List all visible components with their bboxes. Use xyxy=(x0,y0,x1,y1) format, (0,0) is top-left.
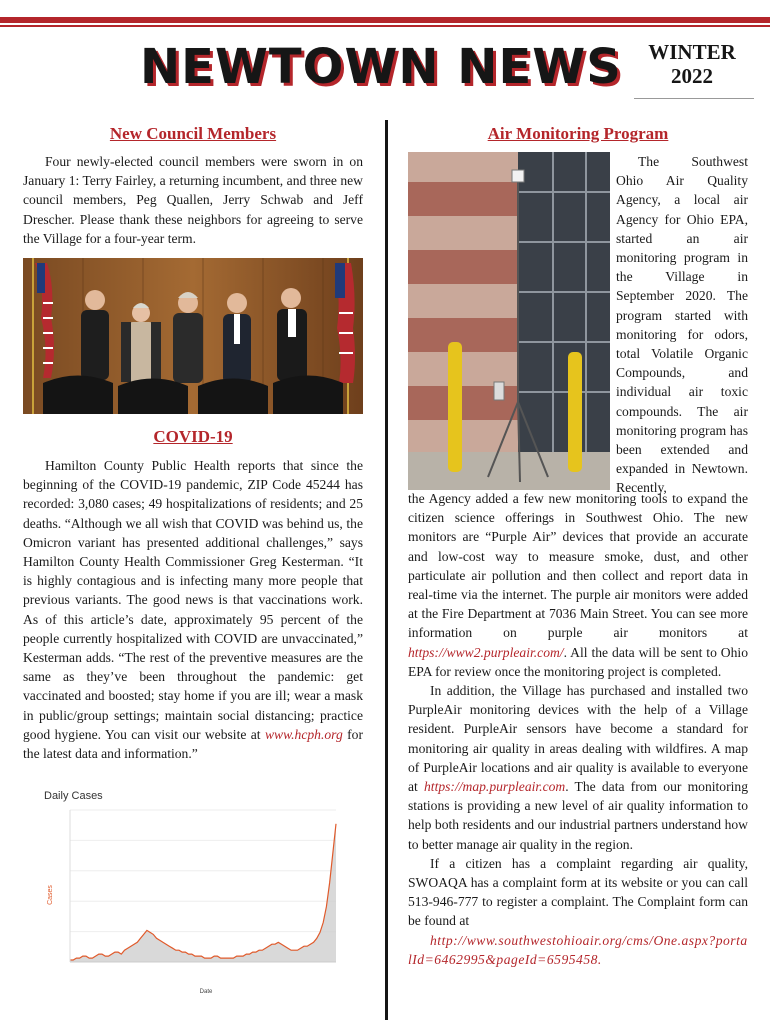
masthead-title: NEWTOWN NEWS xyxy=(140,39,622,95)
chart-ylabel: Cases xyxy=(47,885,54,905)
air-heading: Air Monitoring Program xyxy=(487,124,669,143)
air-paragraph-4 xyxy=(408,931,748,969)
council-paragraph: Four newly-elected council members were sworn in on January 1: Terry Fairley, a returning incumbent, and three new council members, Peg Quallen, Jerry Schwab and Jeff Drescher. Please thank these neighbors for agreeing to serve the Village for a four-year term. xyxy=(23,154,363,246)
air-wrap-paragraph: The Southwest Ohio Air Quality Agency, a local air Agency for Ohio EPA, started an air monitoring program in the Village in September 2020. The program started with monitoring for odors, total Volatile Organic Compounds, and individual air toxic compounds. The air monitoring program has been extended and expanded in Newtown. Recently, xyxy=(616,154,748,496)
air-p2-text-2: . The data from our monitoring stations is providing a new level of air quality information to help both residents and our industrial partners understand how to better manage air quality in the region. xyxy=(408,779,748,852)
daily-cases-chart xyxy=(30,785,346,1000)
top-rule xyxy=(0,17,770,23)
chart-xlabel: Date xyxy=(199,989,213,995)
air-p1-text-2: . All the data will be sent to Ohio EPA for review once the monitoring project is completed. xyxy=(408,644,748,679)
covid-text-1: Hamilton County Public Health reports that since the beginning of the COVID-19 pandemic, ZIP Code 45244 has recorded: 3,080 cases; 49 hospitalizations of residents; and 25 deaths. “Although we all wish that COVID was behind us, the Omicron variant has presented additional challenges,” says Hamilton County Health Commissioner Greg Kesterman. “It is highly contagious and is infecting many more people that previous variants. The good news is that vaccinations work. As of this article’s date, approximately 95 percent of the people currently hospitalized with COVID are unvaccinated,” Kesterman adds. “The rest of the preventive measures are the same as they’ve been throughout the pandemic: get vaccinated and boosted; stay home if you are ill; wear a mask in public/group settings; maintain social distancing; practice good hygiene. You can visit our website at xyxy=(23,458,363,742)
covid-text-2: for the latest data and information.” xyxy=(23,726,363,762)
chart-title: Daily Cases xyxy=(44,790,103,802)
purpleair-www2-link[interactable]: https://www2.purpleair.com/ xyxy=(408,644,564,660)
covid-paragraph xyxy=(23,456,363,763)
edition-underline xyxy=(634,98,754,99)
covid-article xyxy=(23,456,363,763)
air-paragraph-2 xyxy=(408,681,748,854)
air-monitor-photo xyxy=(408,152,610,490)
top-rule-thin xyxy=(0,25,770,27)
air-paragraph-1 xyxy=(408,489,748,681)
complaint-form-link[interactable]: http://www.southwestohioair.org/cms/One.aspx?portalId=6462995&pageId=6595458. xyxy=(408,932,748,967)
council-heading: New Council Members xyxy=(109,124,277,143)
column-divider xyxy=(385,120,388,1020)
chart-area-fill xyxy=(70,824,336,962)
purpleair-map-link[interactable]: https://map.purpleair.com xyxy=(424,779,566,795)
covid-heading: COVID-19 xyxy=(153,427,233,446)
air-p1-text-1: the Agency added a few new monitoring tools to expand the citizen science offerings in Southwest Ohio. The new monitors are “Purple Air” devices that provide an accurate and low-cost way to measure smoke, dust, and other particulate air pollution and then collect and report data in real-time via the internet. The purple air monitors were added at the Fire Department at 7036 Main Street. You can see more information on purple air monitors at xyxy=(408,491,748,641)
air-article xyxy=(408,489,748,969)
edition-year: 2022 xyxy=(671,64,713,88)
council-photo xyxy=(23,258,363,414)
edition-label xyxy=(636,40,748,88)
air-paragraph-3: If a citizen has a complaint regarding air quality, SWOAQA has a complaint form at its website or you can call 513-946-777 to register a complaint. The Complaint form can be found at xyxy=(408,855,748,929)
air-p2-text-1: In addition, the Village has purchased and installed two PurpleAir monitoring devices with the help of a Village resident. PurpleAir sensors have become a standard for monitoring air quality in areas dealing with wildfires. A map of PurpleAir locations and air quality is available to everyone at xyxy=(408,683,748,795)
chart-series-line xyxy=(70,824,336,960)
air-wrap-text xyxy=(616,152,748,498)
edition-season: WINTER xyxy=(648,40,736,64)
hcph-link[interactable]: www.hcph.org xyxy=(264,726,343,742)
council-article xyxy=(23,152,363,248)
